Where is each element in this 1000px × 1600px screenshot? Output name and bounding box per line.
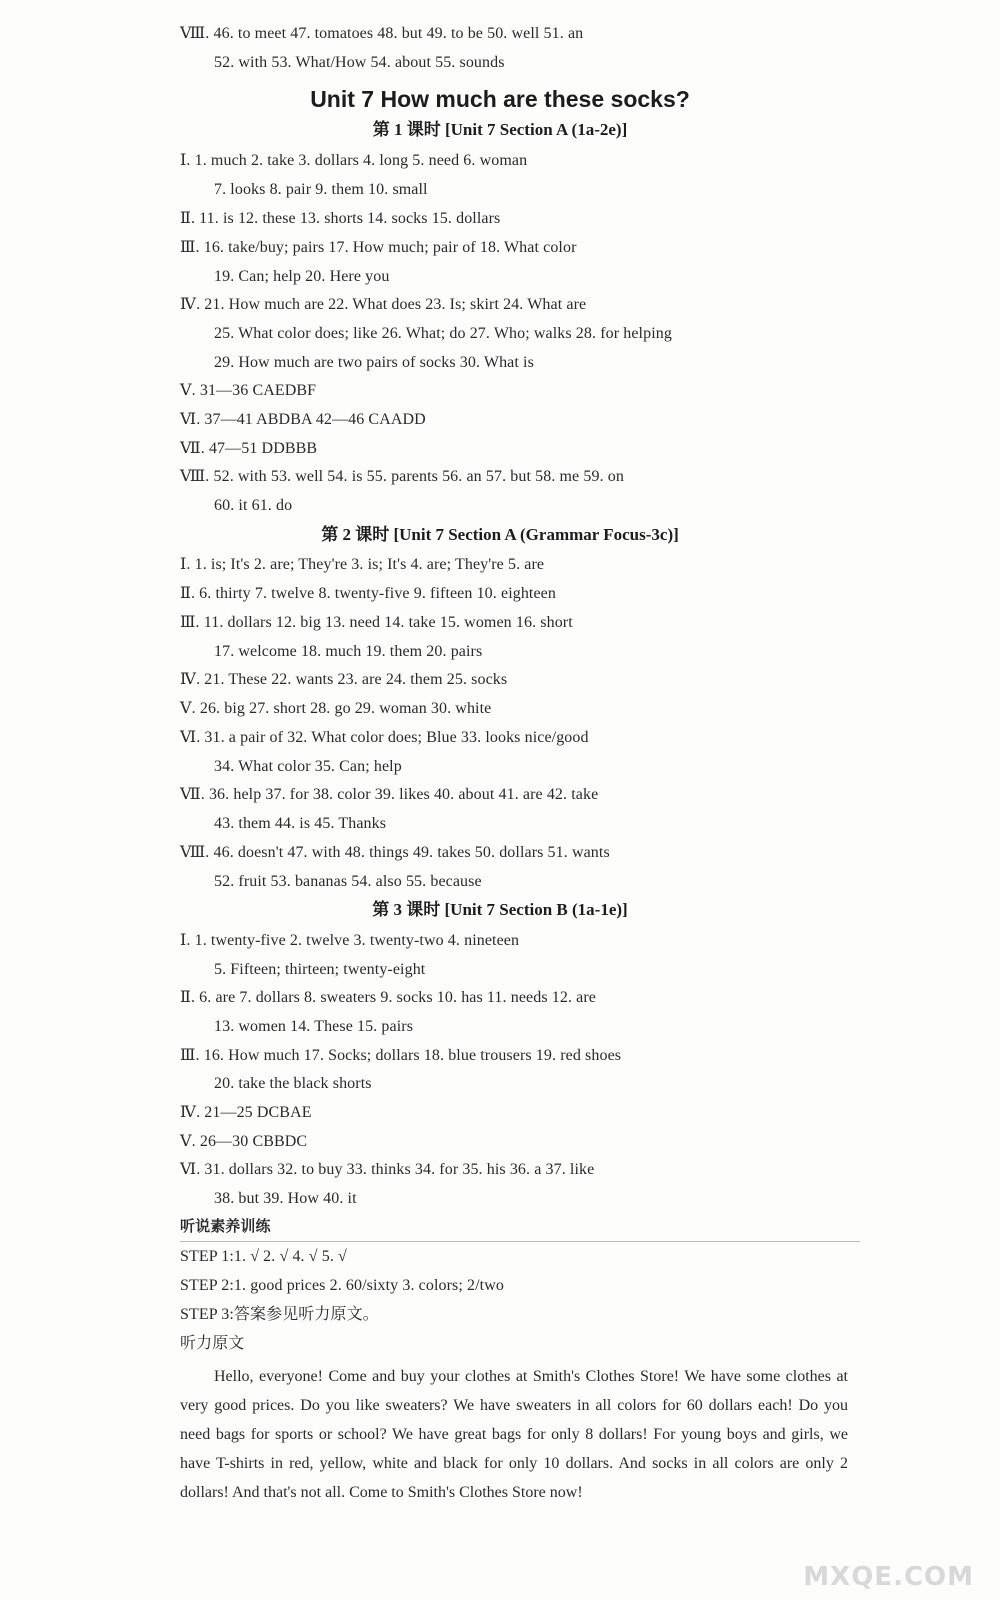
- lesson-3-title: 第 3 课时 [Unit 7 Section B (1a-1e)]: [372, 900, 628, 919]
- answer-row: 5. Fifteen; thirteen; twenty-eight: [214, 961, 426, 978]
- answer-row: Ⅶ. 36. help 37. for 38. color 39. likes 40. about 41. are 42. take: [180, 786, 599, 803]
- answer-row: 25. What color does; like 26. What; do 27. Who; walks 28. for helping: [214, 325, 672, 342]
- answer-row: Ⅱ. 6. thirty 7. twelve 8. twenty-five 9. fifteen 10. eighteen: [180, 585, 556, 602]
- answer-row: 52. fruit 53. bananas 54. also 55. because: [214, 873, 482, 890]
- watermark: MXQE.COM: [803, 1562, 974, 1592]
- answer-row: 60. it 61. do: [214, 497, 293, 514]
- answer-row: Ⅵ. 31. dollars 32. to buy 33. thinks 34. for 35. his 36. a 37. like: [180, 1161, 595, 1178]
- answer-row: 38. but 39. How 40. it: [214, 1190, 357, 1207]
- script-heading: 听力原文: [180, 1335, 245, 1352]
- listening-script: Hello, everyone! Come and buy your clothes at Smith's Clothes Store! We have some clothes at very good prices. Do you like sweaters? We have sweaters in all colors for 60 dollars each! Do you need bags for sports or school? We have great bags for only 8 dollars! For young boys and girls, we have T-shirts in red, yellow, white and black for only 10 dollars. And socks in all colors are only 2 dollars! And that's not all. Come to Smith's Clothes Store now!: [180, 1368, 848, 1501]
- answer-row: 17. welcome 18. much 19. them 20. pairs: [214, 643, 483, 660]
- answer-row: Ⅳ. 21. How much are 22. What does 23. Is; skirt 24. What are: [180, 296, 587, 313]
- answer-row: Ⅶ. 47—51 DDBBB: [180, 440, 318, 457]
- lesson-1-title: 第 1 课时 [Unit 7 Section A (1a-2e)]: [372, 120, 628, 139]
- answer-row: Ⅳ. 21—25 DCBAE: [180, 1104, 312, 1121]
- answer-row: Ⅷ. 46. doesn't 47. with 48. things 49. takes 50. dollars 51. wants: [180, 844, 610, 861]
- listening-heading: 听说素养训练: [180, 1217, 271, 1235]
- answer-row: 13. women 14. These 15. pairs: [214, 1018, 414, 1035]
- answer-row: Ⅵ. 37—41 ABDBA 42—46 CAADD: [180, 411, 426, 428]
- lesson-2-title: 第 2 课时 [Unit 7 Section A (Grammar Focus-3c)]: [321, 525, 679, 544]
- answer-row: Ⅵ. 31. a pair of 32. What color does; Blue 33. looks nice/good: [180, 729, 589, 746]
- unit-title: Unit 7 How much are these socks?: [310, 86, 690, 112]
- answer-row: Ⅴ. 26. big 27. short 28. go 29. woman 30. white: [180, 700, 492, 717]
- answer-row: 7. looks 8. pair 9. them 10. small: [214, 181, 428, 198]
- answer-row: Ⅷ. 52. with 53. well 54. is 55. parents 56. an 57. but 58. me 59. on: [180, 468, 624, 485]
- step-row: STEP 3:答案参见听力原文。: [180, 1306, 379, 1323]
- step-row: STEP 2:1. good prices 2. 60/sixty 3. colors; 2/two: [180, 1277, 504, 1294]
- answer-row: Ⅰ. 1. twenty-five 2. twelve 3. twenty-two 4. nineteen: [180, 932, 520, 949]
- answer-row: 43. them 44. is 45. Thanks: [214, 815, 387, 832]
- answer-row: Ⅳ. 21. These 22. wants 23. are 24. them 25. socks: [180, 671, 508, 688]
- answer-row: Ⅰ. 1. much 2. take 3. dollars 4. long 5. need 6. woman: [180, 152, 528, 169]
- answer-row: 19. Can; help 20. Here you: [214, 268, 390, 285]
- answer-row: Ⅴ. 31—36 CAEDBF: [180, 382, 317, 399]
- step-row: STEP 1:1. √ 2. √ 4. √ 5. √: [180, 1248, 347, 1265]
- answer-row: 20. take the black shorts: [214, 1075, 372, 1092]
- answer-row: Ⅲ. 16. How much 17. Socks; dollars 18. blue trousers 19. red shoes: [180, 1047, 622, 1064]
- answer-row: Ⅴ. 26—30 CBBDC: [180, 1133, 308, 1150]
- answer-row: 34. What color 35. Can; help: [214, 758, 402, 775]
- answer-row: Ⅲ. 16. take/buy; pairs 17. How much; pair of 18. What color: [180, 239, 577, 256]
- answer-row: 29. How much are two pairs of socks 30. What is: [214, 354, 534, 371]
- answer-row: 52. with 53. What/How 54. about 55. sounds: [214, 54, 505, 71]
- answer-row: Ⅱ. 6. are 7. dollars 8. sweaters 9. socks 10. has 11. needs 12. are: [180, 989, 596, 1006]
- answer-row: Ⅲ. 11. dollars 12. big 13. need 14. take 15. women 16. short: [180, 614, 573, 631]
- answer-row: Ⅷ. 46. to meet 47. tomatoes 48. but 49. to be 50. well 51. an: [180, 25, 584, 42]
- answer-row: Ⅱ. 11. is 12. these 13. shorts 14. socks 15. dollars: [180, 210, 501, 227]
- answer-row: Ⅰ. 1. is; It's 2. are; They're 3. is; It's 4. are; They're 5. are: [180, 556, 545, 573]
